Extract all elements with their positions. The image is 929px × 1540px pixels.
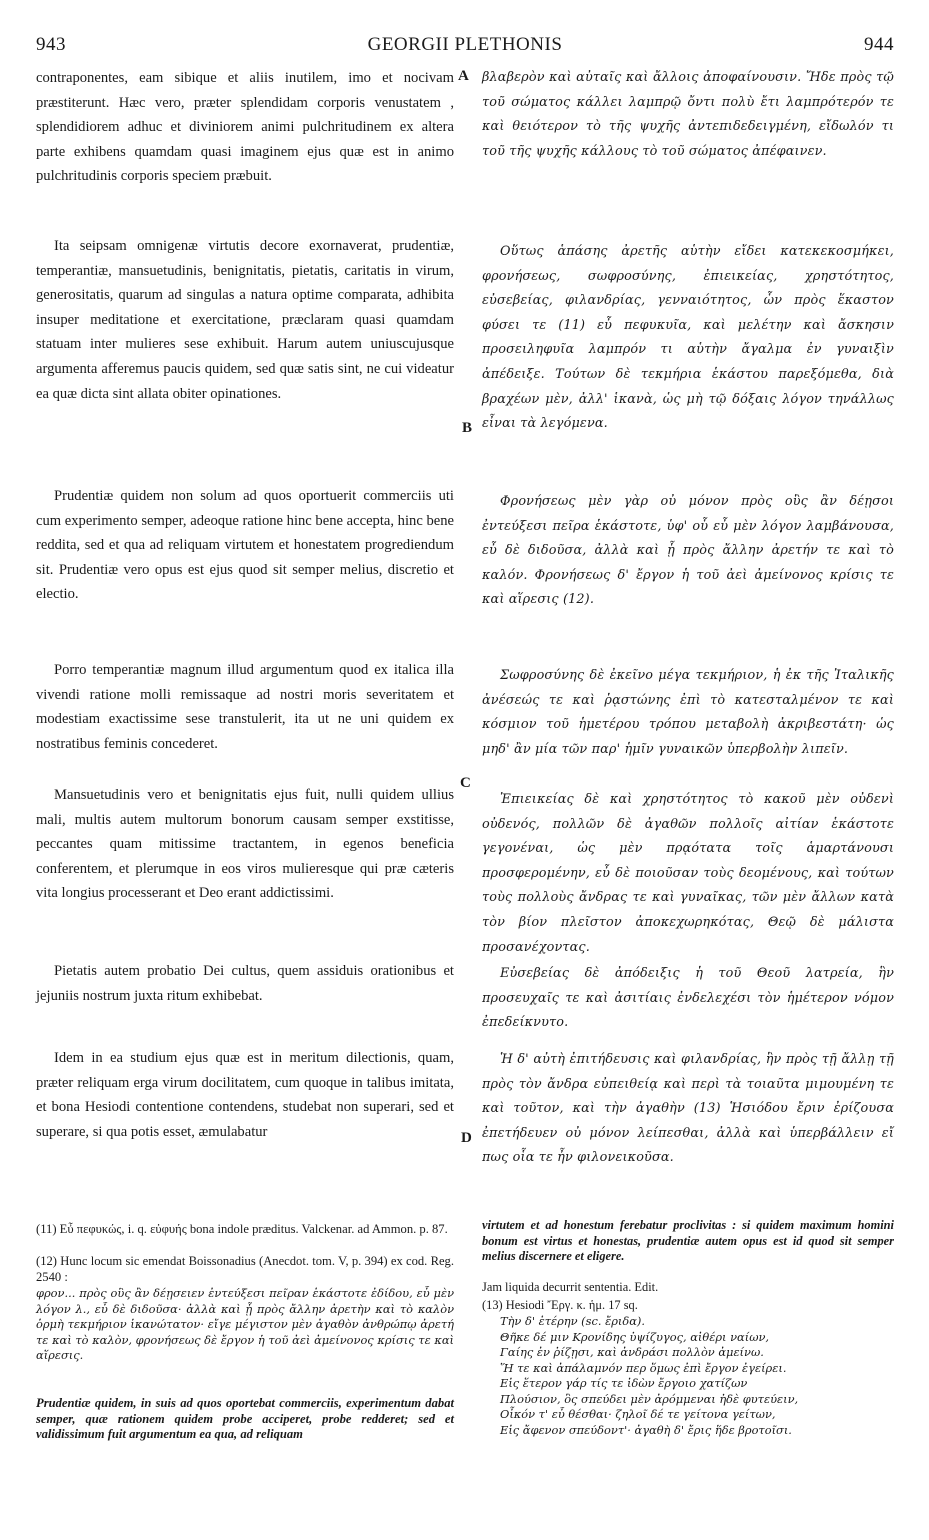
verse-line: Ἥ τε καὶ ἀπάλαμνόν περ ὅμως ἐπὶ ἔργον ἐγείρει.	[500, 1360, 787, 1375]
latin-paragraph-2: Ita seipsam omnigenæ virtutis decore exornaverat, prudentiæ, temperantiæ, mansuetudinis, benignitatis, pietatis, caritatis in virum, generositatis, quarum ad singulas a natura optime comparata, adhibita insuper meditatione et exercitatione, præclaram quasi quamdam statuam inter mulieres sese exhibuit. Harum autem uniuscujusque argumenta afferemus paucis quidem, sed quæ satis sint, ne cui videatur ea quæ dicta sint allata obiter opinationes.	[36, 238, 454, 402]
latin-paragraph-1: contraponentes, eam sibique et aliis inutilem, imo et nocivam præstiterunt. Hæc vero, præter splendidam corporis venustatem , splendidiorem adhuc et diviniorem animi pulchritudinem ex altera parte exhibens quamdam quasi imaginem ejus quæ est in animo pulchritudinis corporis speciem præbuit.	[36, 70, 454, 185]
footnote-12-editor: Jam liquida decurrit sententia. Edit.	[482, 1280, 659, 1294]
footnote-12-continued: virtutem et ad honestum ferebatur proclivitas : si quidem maximum homini bonum est virtus et honestas, prudentiæ autem opus est id quod sit semper melius discernere et eligere.	[482, 1218, 894, 1263]
greek-paragraph-2: Οὕτως ἁπάσης ἀρετῆς αὑτὴν εἴδει κατεκεκοσμήκει, φρονήσεως, σωφροσύνης, ἐπιεικείας, χρηστότητος, εὐσεβείας, φιλανδρίας, γενναιότητος, ὧν πρὸς ἕκαστον φύσει τε (11) εὖ πεφυκυῖα, καὶ μελέτην καὶ ἄσκησιν προσειληφυῖα λαμπρόν τι αὑτὴν ἄγαλμα ἐν γυναιξὶν ἀπέδειξε. Τούτων δὲ τεκμήρια ἑκάστου παρεξόμεθα, διὰ βραχέων μὲν, ἀλλ' ἱκανὰ, ὡς μὴ τῷ δόξαις λόγον τηνάλλως εἶναι τὰ λεγόμενα.	[482, 244, 894, 432]
footnote-13: (13) Hesiodi Ἔργ. κ. ἡμ. 17 sq.	[482, 1298, 638, 1312]
section-marker-b: B	[462, 420, 473, 436]
verse-line: Θῆκε δέ μιν Κρονίδης ὑψίζυγος, αἰθέρι ναίων,	[500, 1329, 770, 1344]
page-number-left: 943	[36, 34, 66, 55]
section-marker-c: C	[460, 775, 471, 791]
greek-paragraph-1: βλαβερὸν καὶ αὐταῖς καὶ ἄλλοις ἀποφαίνουσιν. Ἤδε πρὸς τῷ τοῦ σώματος κάλλει λαμπρῷ ὄντι πολὺ ἔτι λαμπρότερόν τε καὶ θειότερον τὸ τῆς ψυχῆς ἀντεπιδεδειγμένη, εἴδωλόν τι τοῦ τῆς ψυχῆς κάλλους τὸ τοῦ σώματος ἀπέφαινεν.	[482, 70, 894, 159]
verse-line: Τὴν δ' ἑτέρην (sc. ἔριδα).	[500, 1314, 645, 1328]
section-marker-d: D	[461, 1130, 472, 1146]
page-number-right: 944	[864, 34, 894, 55]
latin-paragraph-7: Idem in ea studium ejus quæ est in meritum dilectionis, quam, præter reliquam erga virum docilitatem, cum quoque in talibus imitata, et bona Hesiodi contentione contendens, studebat non superari, sed et superare, si qua potis esset, æmulabatur	[36, 1050, 454, 1140]
running-title: GEORGII PLETHONIS	[367, 34, 563, 55]
footnote-12: (12) Hunc locum sic emendat Boissonadius (Anecdot. tom. V, p. 394) ex cod. Reg. 2540 :	[36, 1254, 454, 1284]
greek-paragraph-7: Ἡ δ' αὐτὴ ἐπιτήδευσις καὶ φιλανδρίας, ἣν πρὸς τῇ ἄλλῃ τῇ πρὸς τὸν ἄνδρα εὐπειθείᾳ καὶ περὶ τὰ τοιαῦτα μιμουμένη τε καὶ τοῦτον, καὶ τὴν ἀγαθὴν (13) Ἡσιόδου ἔριν ἐρίζουσα ἐπετήδευεν οὐ μόνον λείπεσθαι, ἀλλὰ καὶ ὑπερβάλλειν εἴ πως οἷα τε ἦν φιλονεικοῦσα.	[482, 1052, 894, 1166]
running-header	[36, 34, 894, 62]
latin-paragraph-4: Porro temperantiæ magnum illud argumentum quod ex italica illa vivendi ratione molli remissaque ad nostri moris severitatem et modestiam exactissime sese transtulerit, ita ut ne uni quidem ex nostratibus feminis concederet.	[36, 662, 454, 752]
section-marker-a: A	[458, 68, 469, 84]
verse-line: Εἰς ἄφενον σπεύδοντ'· ἀγαθὴ δ' ἔρις ἥδε βροτοῖσι.	[500, 1422, 792, 1437]
verse-line: Οἶκόν τ' εὖ θέσθαι· ζηλοῖ δέ τε γείτονα γείτων,	[500, 1407, 776, 1421]
verse-line: Εἰς ἕτερον γάρ τίς τε ἰδὼν ἔργοιο χατίζων	[500, 1376, 748, 1390]
latin-paragraph-3: Prudentiæ quidem non solum ad quos oportuerit commerciis uti cum experimento semper, adeoque ratione hinc bene accepta, hinc bene reddita, sed et qua ad reliquam virtutem et honestatem progrediendum sit. Prudentiæ vero opus est ejus quod sit semper melius, discretio et electio.	[36, 488, 454, 603]
latin-paragraph-6: Pietatis autem probatio Dei cultus, quem assiduis orationibus et jejuniis nostrum juxta ritum exhibebat.	[36, 963, 454, 1004]
verse-line: Πλούσιον, ὃς σπεύδει μὲν ἀρόμμεναι ἠδὲ φυτεύειν,	[500, 1391, 799, 1406]
greek-paragraph-6: Εὐσεβείας δὲ ἀπόδειξις ἡ τοῦ Θεοῦ λατρεία, ἣν προσευχαῖς τε καὶ ἀσιτίαις ἐνδελεχέσι τὸν ἡμέτερον νόμον ἐπεδείκνυτο.	[482, 966, 894, 1031]
footnote-11: (11) Εὖ πεφυκώς, i. q. εὐφυής bona indole præditus. Valckenar. ad Ammon. p. 87.	[36, 1222, 448, 1236]
greek-paragraph-4: Σωφροσύνης δὲ ἐκεῖνο μέγα τεκμήριον, ἡ ἐκ τῆς Ἰταλικῆς ἀνέσεώς τε καὶ ῥᾳστώνης ἐπὶ τὸ κατεσταλμένον τε καὶ κόσμιον τοῦ ἡμετέρου τρόπου μεταβολὴ ἀκριβεστάτη· ὡς μηδ' ἂν μία τῶν παρ' ἡμῖν γυναικῶν ὑπερβολὴν λιπεῖν.	[482, 668, 894, 757]
greek-paragraph-5: Ἐπιεικείας δὲ καὶ χρηστότητος τὸ κακοῦ μὲν οὐδενὶ οὐδενός, πολλῶν δὲ ἀγαθῶν πολλοῖς αἰτίαν ἑκάστοτε γεγονέναι, ὡς μὲν πρᾳότατα τοῖς ἁμαρτάνουσι προσφερομένην, εὖ δὲ ποιοῦσαν τοὺς δεομένους, καὶ τούτων τοὺς πολλοὺς ἄνδρας τε καὶ γυναῖκας, τῶν μὲν ἄλλων κατὰ τὸν βίον πλεῖστον ἀποκεχωρηκότας, Θεῷ δὲ μάλιστα προσανέχοντας.	[482, 792, 894, 955]
verse-line: Γαίης ἐν ῥίζῃσι, καὶ ἀνδράσι πολλὸν ἀμείνω.	[500, 1345, 764, 1359]
footnote-12-latin: Prudentiæ quidem, in suis ad quos oportebat commerciis, experimentum dabat semper, quæ rationem quidem probe acciperet, probe redderet; sed et validissimum fuit argumentum ea qua, ad reliquam	[36, 1396, 454, 1441]
hesiod-quotation	[482, 1314, 894, 1438]
greek-paragraph-3: Φρονήσεως μὲν γὰρ οὐ μόνον πρὸς οὓς ἂν δέῃσοι ἐντεύξεσι πεῖρα ἑκάστοτε, ὑφ' οὗ εὖ μὲν λόγον λαμβάνουσα, εὖ δὲ διδοῦσα, ἀλλὰ καὶ ᾗ πρὸς ἄλλην ἀρετήν τε καὶ τὸ καλόν. Φρονήσεως δ' ἔργον ἡ τοῦ ἀεὶ ἀμείνονος κρίσις τε καὶ αἵρεσις (12).	[482, 494, 894, 608]
latin-paragraph-5: Mansuetudinis vero et benignitatis ejus fuit, nulli quidem ullius mali, multis autem multorum bonorum causam semper exstitisse, peccantes quam mitissime tractantem, in egenos beneficia conferentem, et plerumque in eos viros mulieresque qui præ cæteris vita longius processerant et Deo erant addictissimi.	[36, 787, 454, 902]
footnote-12-greek: φρον... πρὸς οὓς ἂν δέῃσειεν ἐντεύξεσι πεῖραν ἑκάστοτε ἐδίδου, εὖ μὲν λόγον λ., εὖ δὲ διδοῦσα· ἀλλὰ καὶ ᾗ πρὸς ἄλλην ἀρετὴν καὶ τὸ καλὸν ὁρμὴ τεκμήριον ἱκανώτατον· εἴγε μέγιστον μὲν ἀγαθὸν ἀνθρώπῳ ἀρετή τε καὶ τὸ καλὸν, φρονήσεως δὲ ἔργον ἡ τοῦ ἀεὶ ἀμείνονος κρίσις τε καὶ αἵρεσις.	[36, 1286, 454, 1362]
